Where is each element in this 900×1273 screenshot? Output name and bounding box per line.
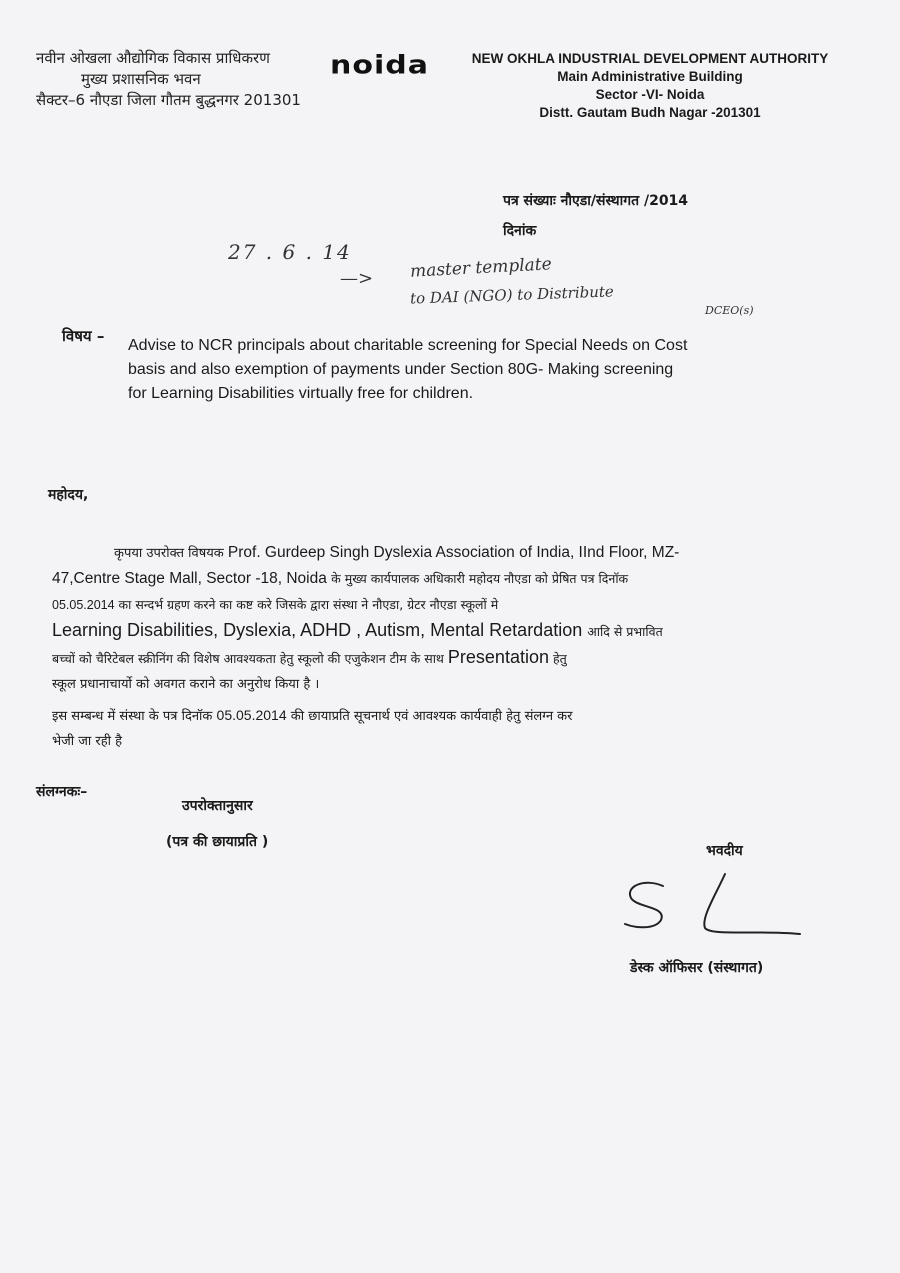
subject-label: विषय – — [62, 327, 105, 345]
handwritten-note-line-1: master template — [409, 254, 553, 282]
paragraph1-l3-hi: का सन्दर्भ ग्रहण करने का कष्ट करे जिसके द्वारा संस्था ने नौएडा, ग्रेटर नौएडा स्कूलों मे — [114, 597, 499, 612]
signature — [615, 868, 810, 943]
handwritten-arrow: —> — [340, 268, 374, 289]
paragraph1-line-2 — [52, 566, 822, 592]
paragraph2-l2-hi: भेजी जा रही है — [52, 734, 123, 749]
paragraph1-l2-hi: के मुख्य कार्यपालक अधिकारी महोदय नौएडा को प्रेषित पत्र दिनॉक — [331, 571, 629, 586]
letterhead-hindi-line-1: नवीन ओखला औद्योगिक विकास प्राधिकरण — [36, 49, 270, 67]
handwritten-note-sub: DCEO(s) — [705, 304, 754, 317]
salutation: महोदय, — [48, 487, 89, 503]
enclosure-line-2: (पत्र की छायाप्रति ) — [166, 834, 269, 850]
closing-designation: डेस्क ऑफिसर (संस्थागत) — [630, 960, 764, 976]
handwritten-note-line-2: to DAI (NGO) to Distribute — [409, 282, 615, 308]
paragraph1-line-6 — [52, 672, 822, 697]
paragraph1-line-5 — [52, 645, 822, 672]
paragraph1-l5-hi2: हेतु — [548, 651, 567, 666]
paragraph1-line-1 — [52, 540, 822, 566]
paragraph2-l1-hi: इस सम्बन्ध में संस्था के पत्र दिनॉक — [52, 709, 217, 724]
subject-line-2: basis and also exemption of payments under Section 80G- Making screening — [128, 361, 674, 378]
noida-logo: noida — [330, 50, 429, 81]
subject-text — [128, 334, 788, 406]
paragraph2-l1-hi2: की छायाप्रति सूचनार्थ एवं आवश्यक कार्यवाही हेतु संलग्न कर — [286, 709, 573, 724]
paragraph1-l3-date: 05.05.2014 — [52, 598, 115, 612]
enclosure-line-1: उपरोक्तानुसार — [182, 798, 253, 814]
paragraph1-line-4 — [52, 618, 822, 645]
paragraph2-line-2 — [52, 729, 822, 754]
closing-yours: भवदीय — [706, 843, 743, 859]
letterhead-english-line-3: Distt. Gautam Budh Nagar -201301 — [539, 105, 761, 120]
paragraph2-l1-date: 05.05.2014 — [216, 707, 287, 723]
paragraph1-l1-en: Prof. Gurdeep Singh Dyslexia Association of India, IInd Floor, MZ- — [227, 544, 680, 561]
date-label: दिनांक — [503, 223, 537, 239]
body-paragraph-2 — [52, 703, 822, 754]
subject-line-3: for Learning Disabilities virtually free for children. — [128, 385, 474, 402]
paragraph2-line-1 — [52, 703, 822, 729]
authority-title: NEW OKHLA INDUSTRIAL DEVELOPMENT AUTHORITY — [471, 51, 829, 66]
subject-line-1: Advise to NCR principals about charitable screening for Special Needs on Cost — [128, 337, 688, 354]
reference-number: पत्र संख्याः नौएडा/संस्थागत /2014 — [503, 193, 689, 209]
paragraph1-l1-hi: कृपया उपरोक्त विषयक — [114, 546, 228, 561]
paragraph1-l4-hi: आदि से प्रभावित — [587, 624, 663, 639]
paragraph1-l4-en: Learning Disabilities, Dyslexia, ADHD , Autism, Mental Retardation — [52, 620, 588, 640]
paragraph1-l5-en: Presentation — [447, 647, 549, 667]
paragraph1-l2-en: 47,Centre Stage Mall, Sector -18, Noida — [52, 570, 332, 587]
letterhead-hindi-line-2: मुख्य प्रशासनिक भवन — [81, 70, 201, 88]
letterhead-hindi-line-3: सैक्टर–6 नौएडा जिला गौतम बुद्धनगर 201301 — [36, 91, 301, 109]
body-paragraph-1 — [52, 540, 822, 697]
handwritten-date: 27 . 6 . 14 — [228, 240, 352, 264]
letterhead-english-line-2: Sector -VI- Noida — [595, 87, 705, 102]
letterhead-english — [450, 50, 850, 122]
paragraph1-line-3 — [52, 592, 822, 618]
letterhead-english-line-1: Main Administrative Building — [557, 69, 743, 84]
letterhead-hindi — [36, 48, 336, 111]
paragraph1-l6-hi: स्कूल प्रधानाचार्यो को अवगत कराने का अनुरोध किया है । — [52, 677, 320, 692]
enclosure-label: संलग्नकः– — [36, 784, 88, 800]
paragraph1-l5-hi: बच्चों को चैरिटेबल स्क्रीनिंग की विशेष आवश्यकता हेतु स्कूलो की एजुकेशन टीम के साथ — [52, 651, 448, 666]
